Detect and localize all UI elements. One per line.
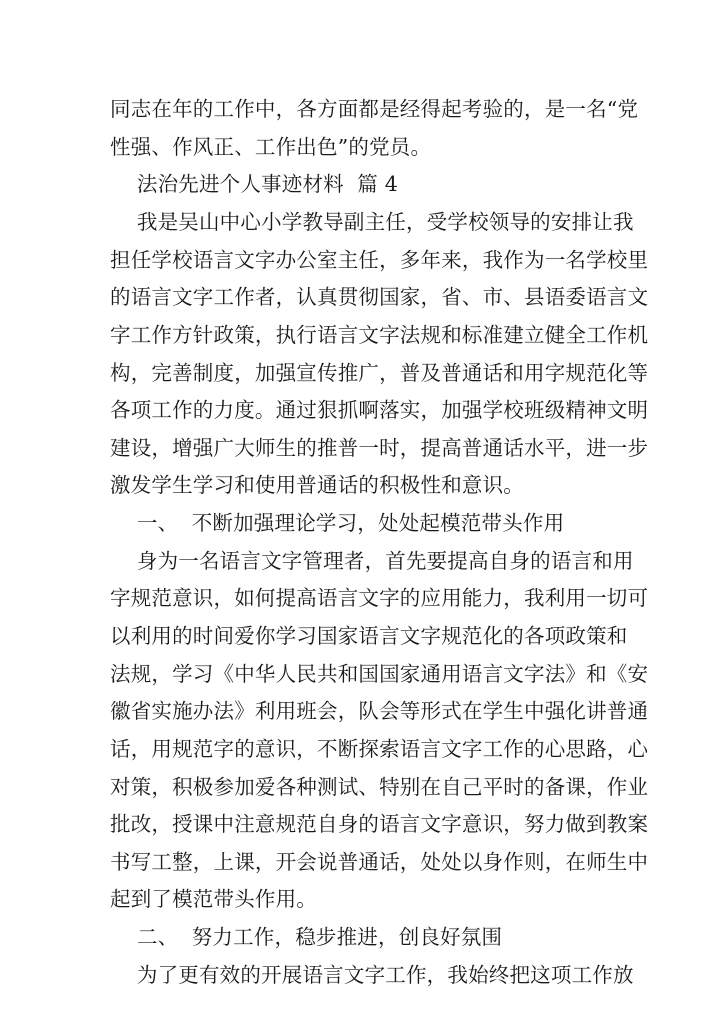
section-heading: 法治先进个人事迹材料 篇 4 xyxy=(110,172,398,196)
text-line: 徽省实施办法》利用班会，队会等形式在学生中强化讲普通 xyxy=(110,699,649,723)
text-line: 以利用的时间爱你学习国家语言文字规范化的各项政策和 xyxy=(110,624,628,648)
text-line: 我是吴山中心小学教导副主任，受学校领导的安排让我 xyxy=(110,210,634,234)
text-line: 构，完善制度，加强宣传推广，普及普通话和用字规范化等 xyxy=(110,361,649,385)
text-line: 激发学生学习和使用普通话的积极性和意识。 xyxy=(110,473,524,497)
text-line: 对策，积极参加爱各种测试、特别在自己平时的备课，作业 xyxy=(110,775,649,799)
text-line: 字规范意识，如何提高语言文字的应用能力，我利用一切可 xyxy=(110,586,649,610)
text-line: 担任学校语言文字办公室主任，多年来，我作为一名学校里 xyxy=(110,248,649,272)
text-line: 为了更有效的开展语言文字工作，我始终把这项工作放 xyxy=(110,963,634,987)
text-line: 起到了模范带头作用。 xyxy=(110,887,317,911)
text-line: 性强、作风正、工作出色”的党员。 xyxy=(110,135,432,159)
text-line: 的语言文字工作者，认真贯彻国家，省、市、县语委语言文 xyxy=(110,285,649,309)
text-line: 同志在年的工作中，各方面都是经得起考验的，是一名“党 xyxy=(110,97,639,121)
text-line: 批改，授课中注意规范自身的语言文字意识，努力做到教案 xyxy=(110,812,649,836)
subsection-heading: 二、 努力工作，稳步推进，创良好氛围 xyxy=(110,925,503,949)
text-line: 话，用规范字的意识，不断探索语言文字工作的心思路，心 xyxy=(110,737,649,761)
text-line: 各项工作的力度。通过狠抓啊落实，加强学校班级精神文明 xyxy=(110,398,649,422)
subsection-heading: 一、 不断加强理论学习，处处起模范带头作用 xyxy=(110,511,565,535)
text-line: 字工作方针政策，执行语言文字法规和标准建立健全工作机 xyxy=(110,323,649,347)
text-line: 身为一名语言文字管理者，首先要提高自身的语言和用 xyxy=(110,549,634,573)
text-line: 书写工整，上课，开会说普通话，处处以身作则，在师生中 xyxy=(110,850,649,874)
text-line: 法规，学习《中华人民共和国国家通用语言文字法》和《安 xyxy=(110,662,649,686)
text-line: 建设，增强广大师生的推普一时，提高普通话水平，进一步 xyxy=(110,436,649,460)
